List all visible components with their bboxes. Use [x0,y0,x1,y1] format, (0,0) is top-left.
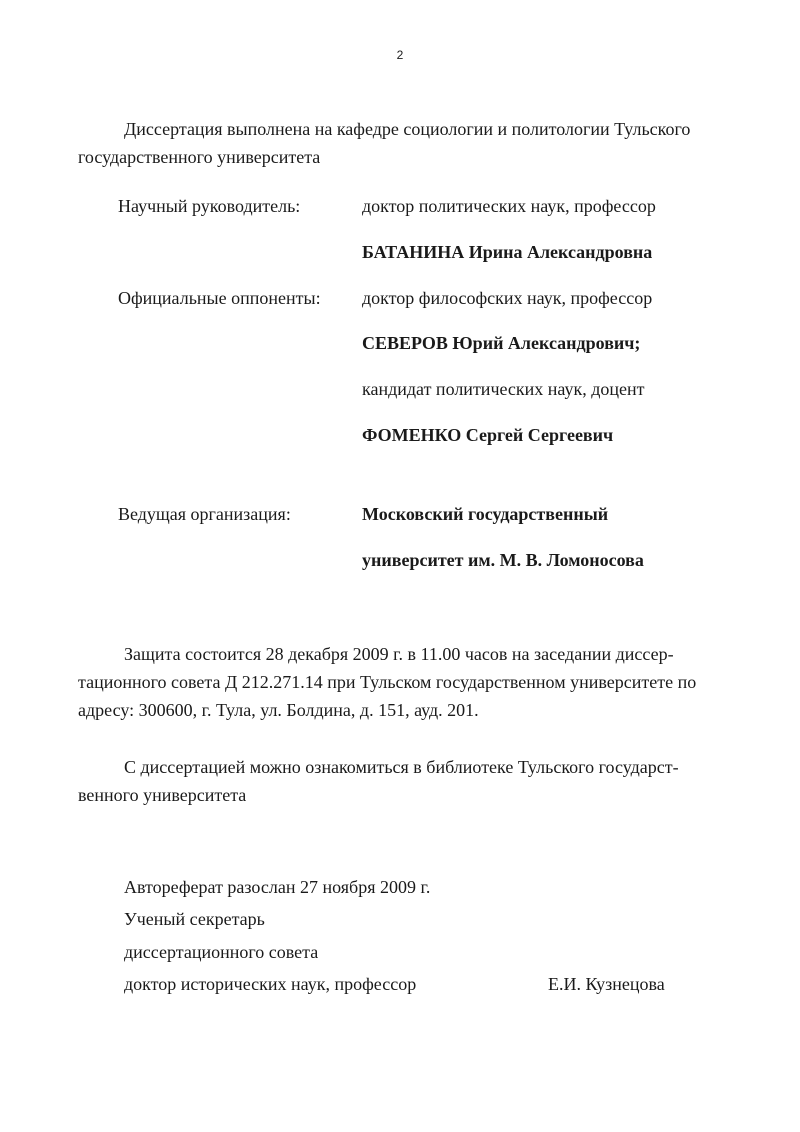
defense-paragraph: Защита состоится 28 декабря 2009 г. в 11.00 часов на заседании диссер-тационного совета Д 212.271.14 при Тульском государственном университете по адресу: 300600, г. Тула, ул. Болдина, д. 151, ауд. 201. [78,644,697,720]
intro-paragraph: Диссертация выполнена на кафедре социологии и политологии Тульского государственного университета [78,119,691,167]
supervisor-title: доктор политических наук, профессор [362,196,656,216]
secretary-name: Е.И. Кузнецова [548,974,665,994]
sent-date-line: Автореферат разослан 27 ноября 2009 г. [124,877,431,897]
opponent-1-title: доктор философских наук, профессор [362,288,653,308]
lead-org-line-1: Московский государственный [362,504,609,524]
page-number: 2 [396,48,404,62]
opponent-2-title: кандидат политических наук, доцент [362,379,645,399]
library-paragraph: С диссертацией можно ознакомиться в библиотеке Тульского государст-венного университета [78,757,679,805]
opponent-1-name: СЕВЕРОВ Юрий Александрович; [362,333,641,353]
lead-org-line-2: университет им. М. В. Ломоносова [362,550,644,570]
supervisor-label: Научный руководитель: [118,196,301,216]
lead-org-label: Ведущая организация: [118,504,291,524]
secretary-line-3: доктор исторических наук, профессор [124,974,417,994]
opponents-label: Официальные оппоненты: [118,288,321,308]
supervisor-name: БАТАНИНА Ирина Александровна [362,242,653,262]
opponent-2-name: ФОМЕНКО Сергей Сергеевич [362,425,614,445]
secretary-line-1: Ученый секретарь [124,909,265,929]
secretary-line-2: диссертационного совета [124,942,319,962]
